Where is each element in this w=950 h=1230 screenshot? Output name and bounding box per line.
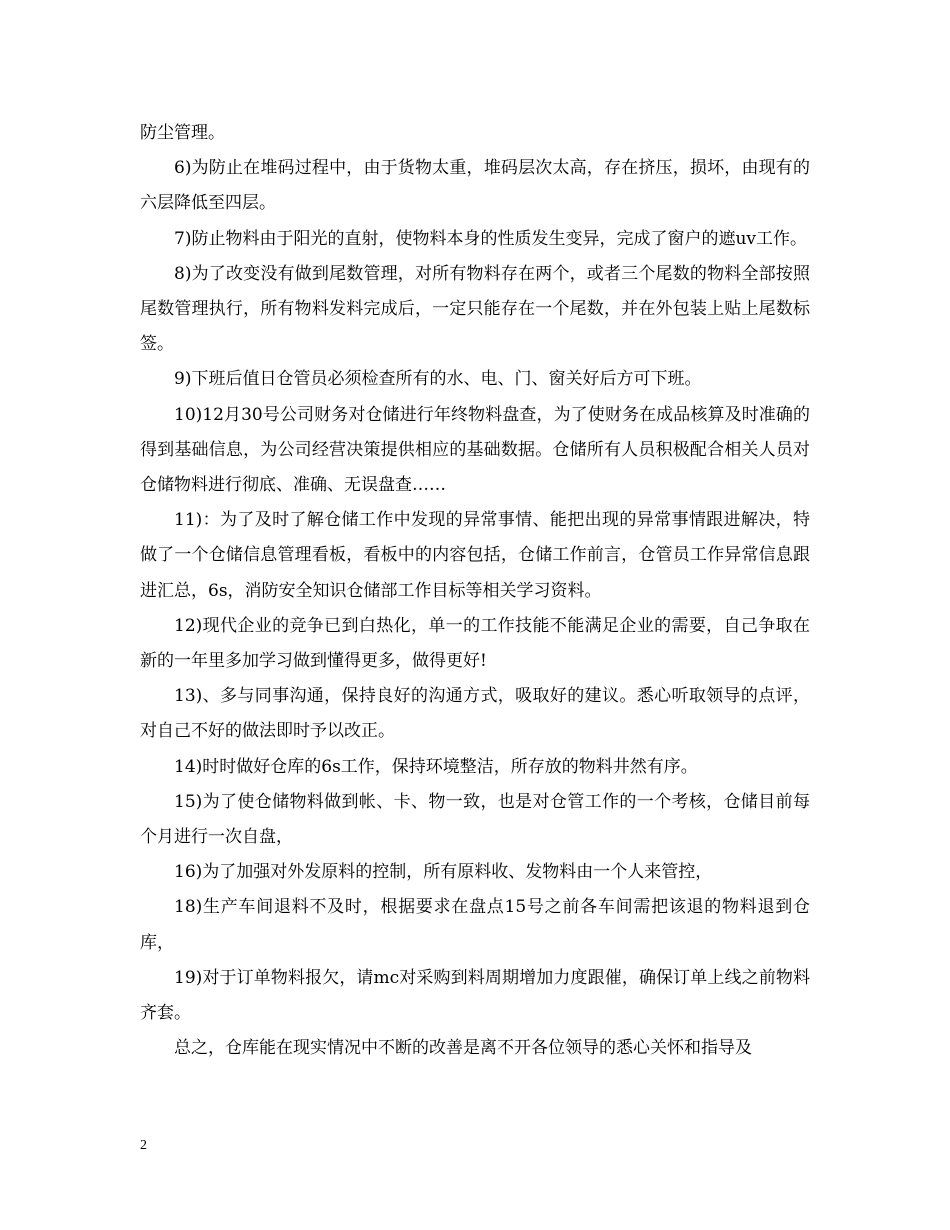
paragraph-conclusion: 总之，仓库能在现实情况中不断的改善是离不开各位领导的悉心关怀和指导及 <box>174 1038 752 1059</box>
paragraph-item-10: 10)12月30号公司财务对仓储进行年终物料盘查，为了使财务在成品核算及时准确的得到基础信息，为公司经营决策提供相应的基础数据。仓储所有人员积极配合相关人员对仓储物料进行彻底、准确、无误盘查…… <box>140 404 810 496</box>
paragraph-item-14: 14)时时做好仓库的6s工作，保持环境整洁，所存放的物料井然有序。 <box>174 756 698 777</box>
paragraph-item-7: 7)防止物料由于阳光的直射，使物料本身的性质发生变异，完成了窗户的遮uv工作。 <box>174 228 807 249</box>
paragraph-item-12: 12)现代企业的竞争已到白热化，单一的工作技能不能满足企业的需要，自己争取在新的一年里多加学习做到懂得更多，做得更好! <box>140 615 810 672</box>
paragraph-item-19: 19)对于订单物料报欠，请mc对采购到料周期增加力度跟催，确保订单上线之前物料齐套。 <box>140 967 810 1024</box>
paragraph-item-6: 6)为防止在堆码过程中，由于货物太重，堆码层次太高，存在挤压，损坏，由现有的六层降低至四层。 <box>140 158 810 214</box>
page-number: 2 <box>140 1138 147 1153</box>
paragraph-item-9: 9)下班后值日仓管员必须检查所有的水、电、门、窗关好后方可下班。 <box>174 369 702 390</box>
paragraph-item-8: 8)为了改变没有做到尾数管理，对所有物料存在两个，或者三个尾数的物料全部按照尾数管理执行，所有物料发料完成后，一定只能存在一个尾数，并在外包装上贴上尾数标签。 <box>140 263 810 355</box>
paragraph-item-11: 11)：为了及时了解仓储工作中发现的异常事情、能把出现的异常事情跟进解决，特做了一个仓储信息管理看板，看板中的内容包括，仓储工作前言，仓管员工作异常信息跟进汇总，6s，消防安全知识仓储部工作目标等相关学习资料。 <box>140 510 810 601</box>
page-body <box>140 116 810 1066</box>
paragraph-item-13: 13)、多与同事沟通，保持良好的沟通方式，吸取好的建议。悉心听取领导的点评，对自己不好的做法即时予以改正。 <box>140 686 810 742</box>
paragraph-item-18: 18)生产车间退料不及时，根据要求在盘点15号之前各车间需把该退的物料退到仓库， <box>140 897 810 953</box>
paragraph-item-15: 15)为了使仓储物料做到帐、卡、物一致，也是对仓管工作的一个考核，仓储目前每个月进行一次自盘， <box>140 791 810 848</box>
paragraph-continuation: 防尘管理。 <box>140 123 225 143</box>
paragraph-item-16: 16)为了加强对外发原料的控制，所有原料收、发物料由一个人来管控， <box>174 862 713 883</box>
